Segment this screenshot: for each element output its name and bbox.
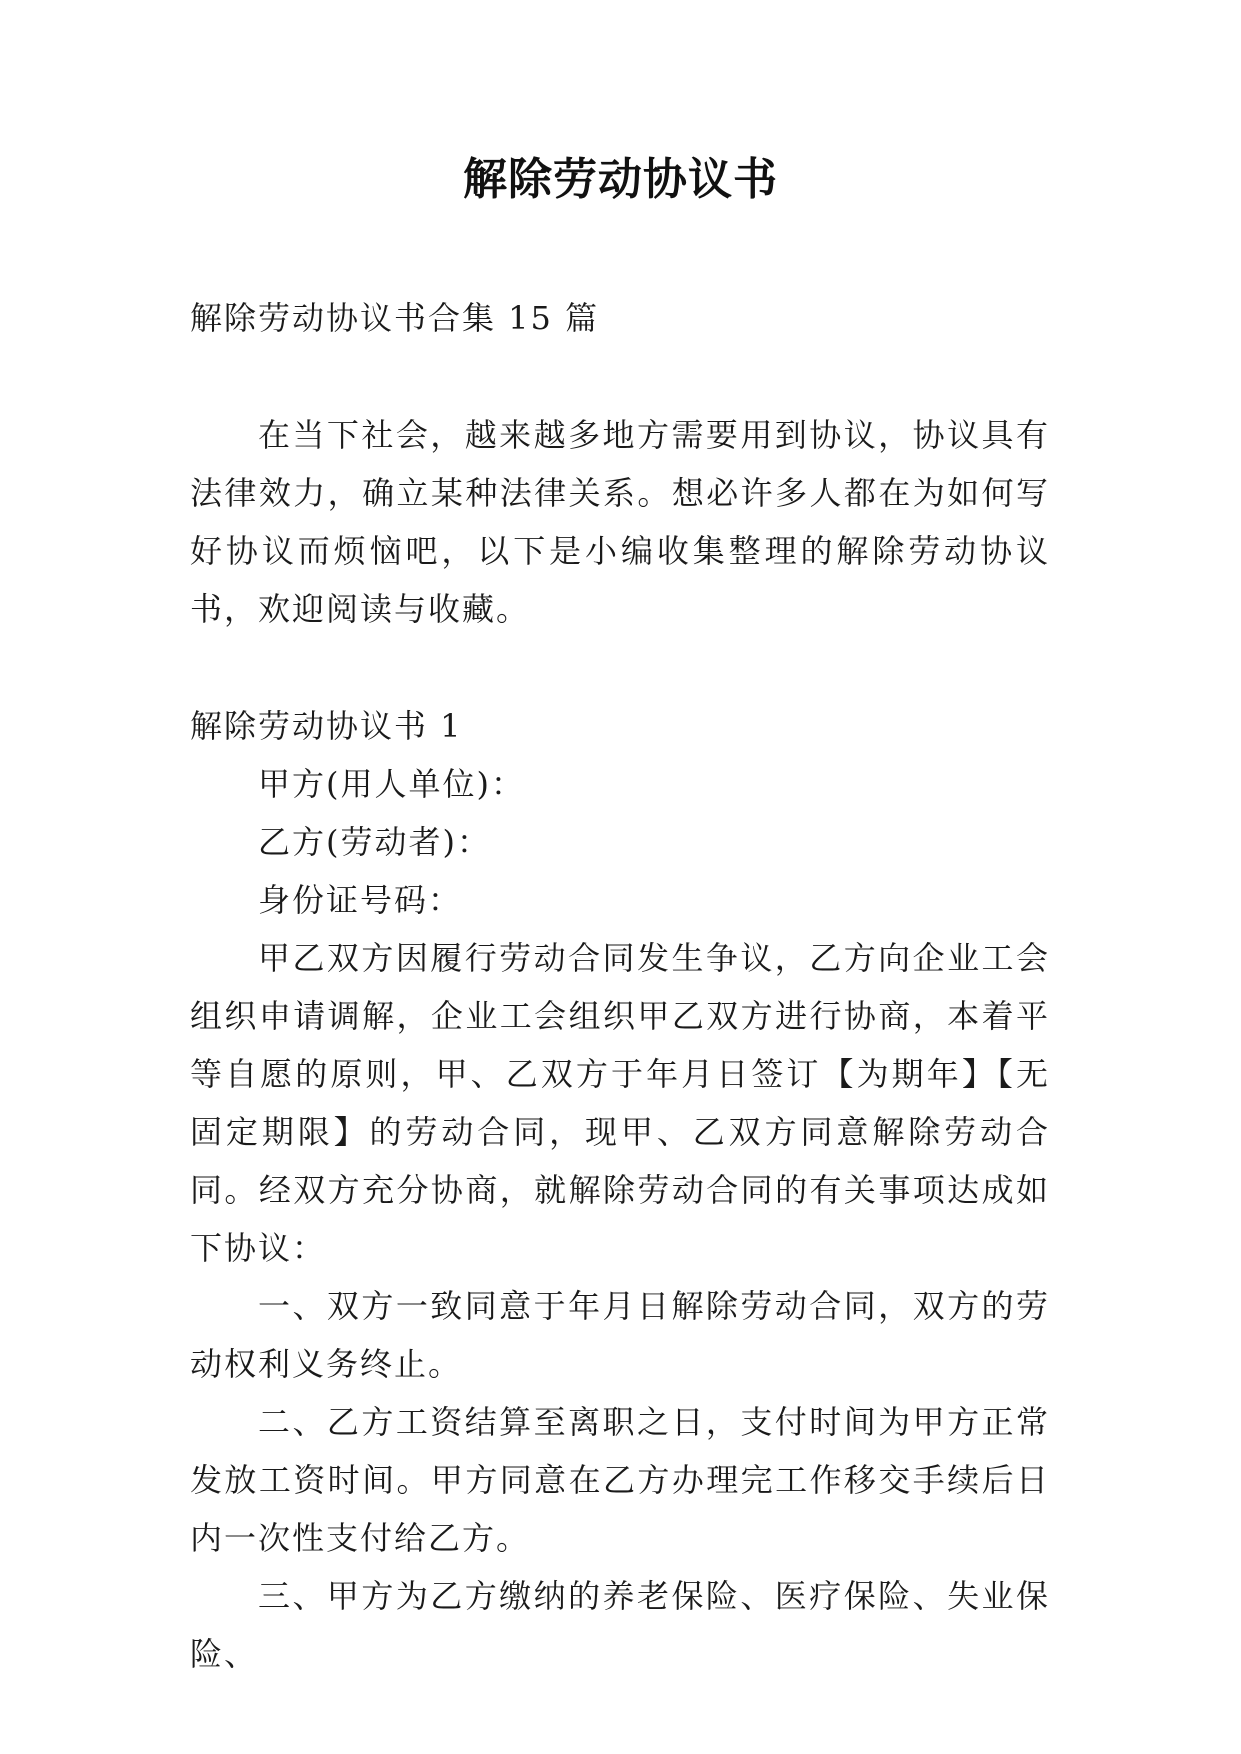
intro-block bbox=[190, 406, 1050, 638]
section-heading: 解除劳动协议书 1 bbox=[190, 707, 463, 745]
subtitle-text: 解除劳动协议书合集 15 篇 bbox=[190, 299, 600, 337]
agreement-section bbox=[190, 697, 1050, 1683]
id-number-line: 身份证号码： bbox=[258, 881, 463, 919]
document-title: 解除劳动协议书 bbox=[463, 154, 778, 205]
agreement-paragraph: 三、甲方为乙方缴纳的养老保险、医疗保险、失业保险、 bbox=[190, 1577, 1050, 1673]
agreement-paragraph: 二、乙方工资结算至离职之日，支付时间为甲方正常发放工资时间。甲方同意在乙方办理完工作移交手续后日内一次性支付给乙方。 bbox=[190, 1403, 1050, 1557]
agreement-paragraph: 甲乙双方因履行劳动合同发生争议，乙方向企业工会组织申请调解，企业工会组织甲乙双方进行协商，本着平等自愿的原则，甲、乙双方于年月日签订【为期年】【无固定期限】的劳动合同，现甲、乙双方同意解除劳动合同。经双方充分协商，就解除劳动合同的有关事项达成如下协议： bbox=[190, 939, 1050, 1267]
party-a-line: 甲方(用人单位)： bbox=[258, 765, 525, 803]
intro-paragraph: 在当下社会，越来越多地方需要用到协议，协议具有法律效力，确立某种法律关系。想必许多人都在为如何写好协议而烦恼吧，以下是小编收集整理的解除劳动协议书，欢迎阅读与收藏。 bbox=[190, 416, 1050, 628]
document-subtitle bbox=[190, 289, 1050, 347]
agreement-paragraph: 一、双方一致同意于年月日解除劳动合同，双方的劳动权利义务终止。 bbox=[190, 1287, 1050, 1383]
party-b-line: 乙方(劳动者)： bbox=[258, 823, 491, 861]
